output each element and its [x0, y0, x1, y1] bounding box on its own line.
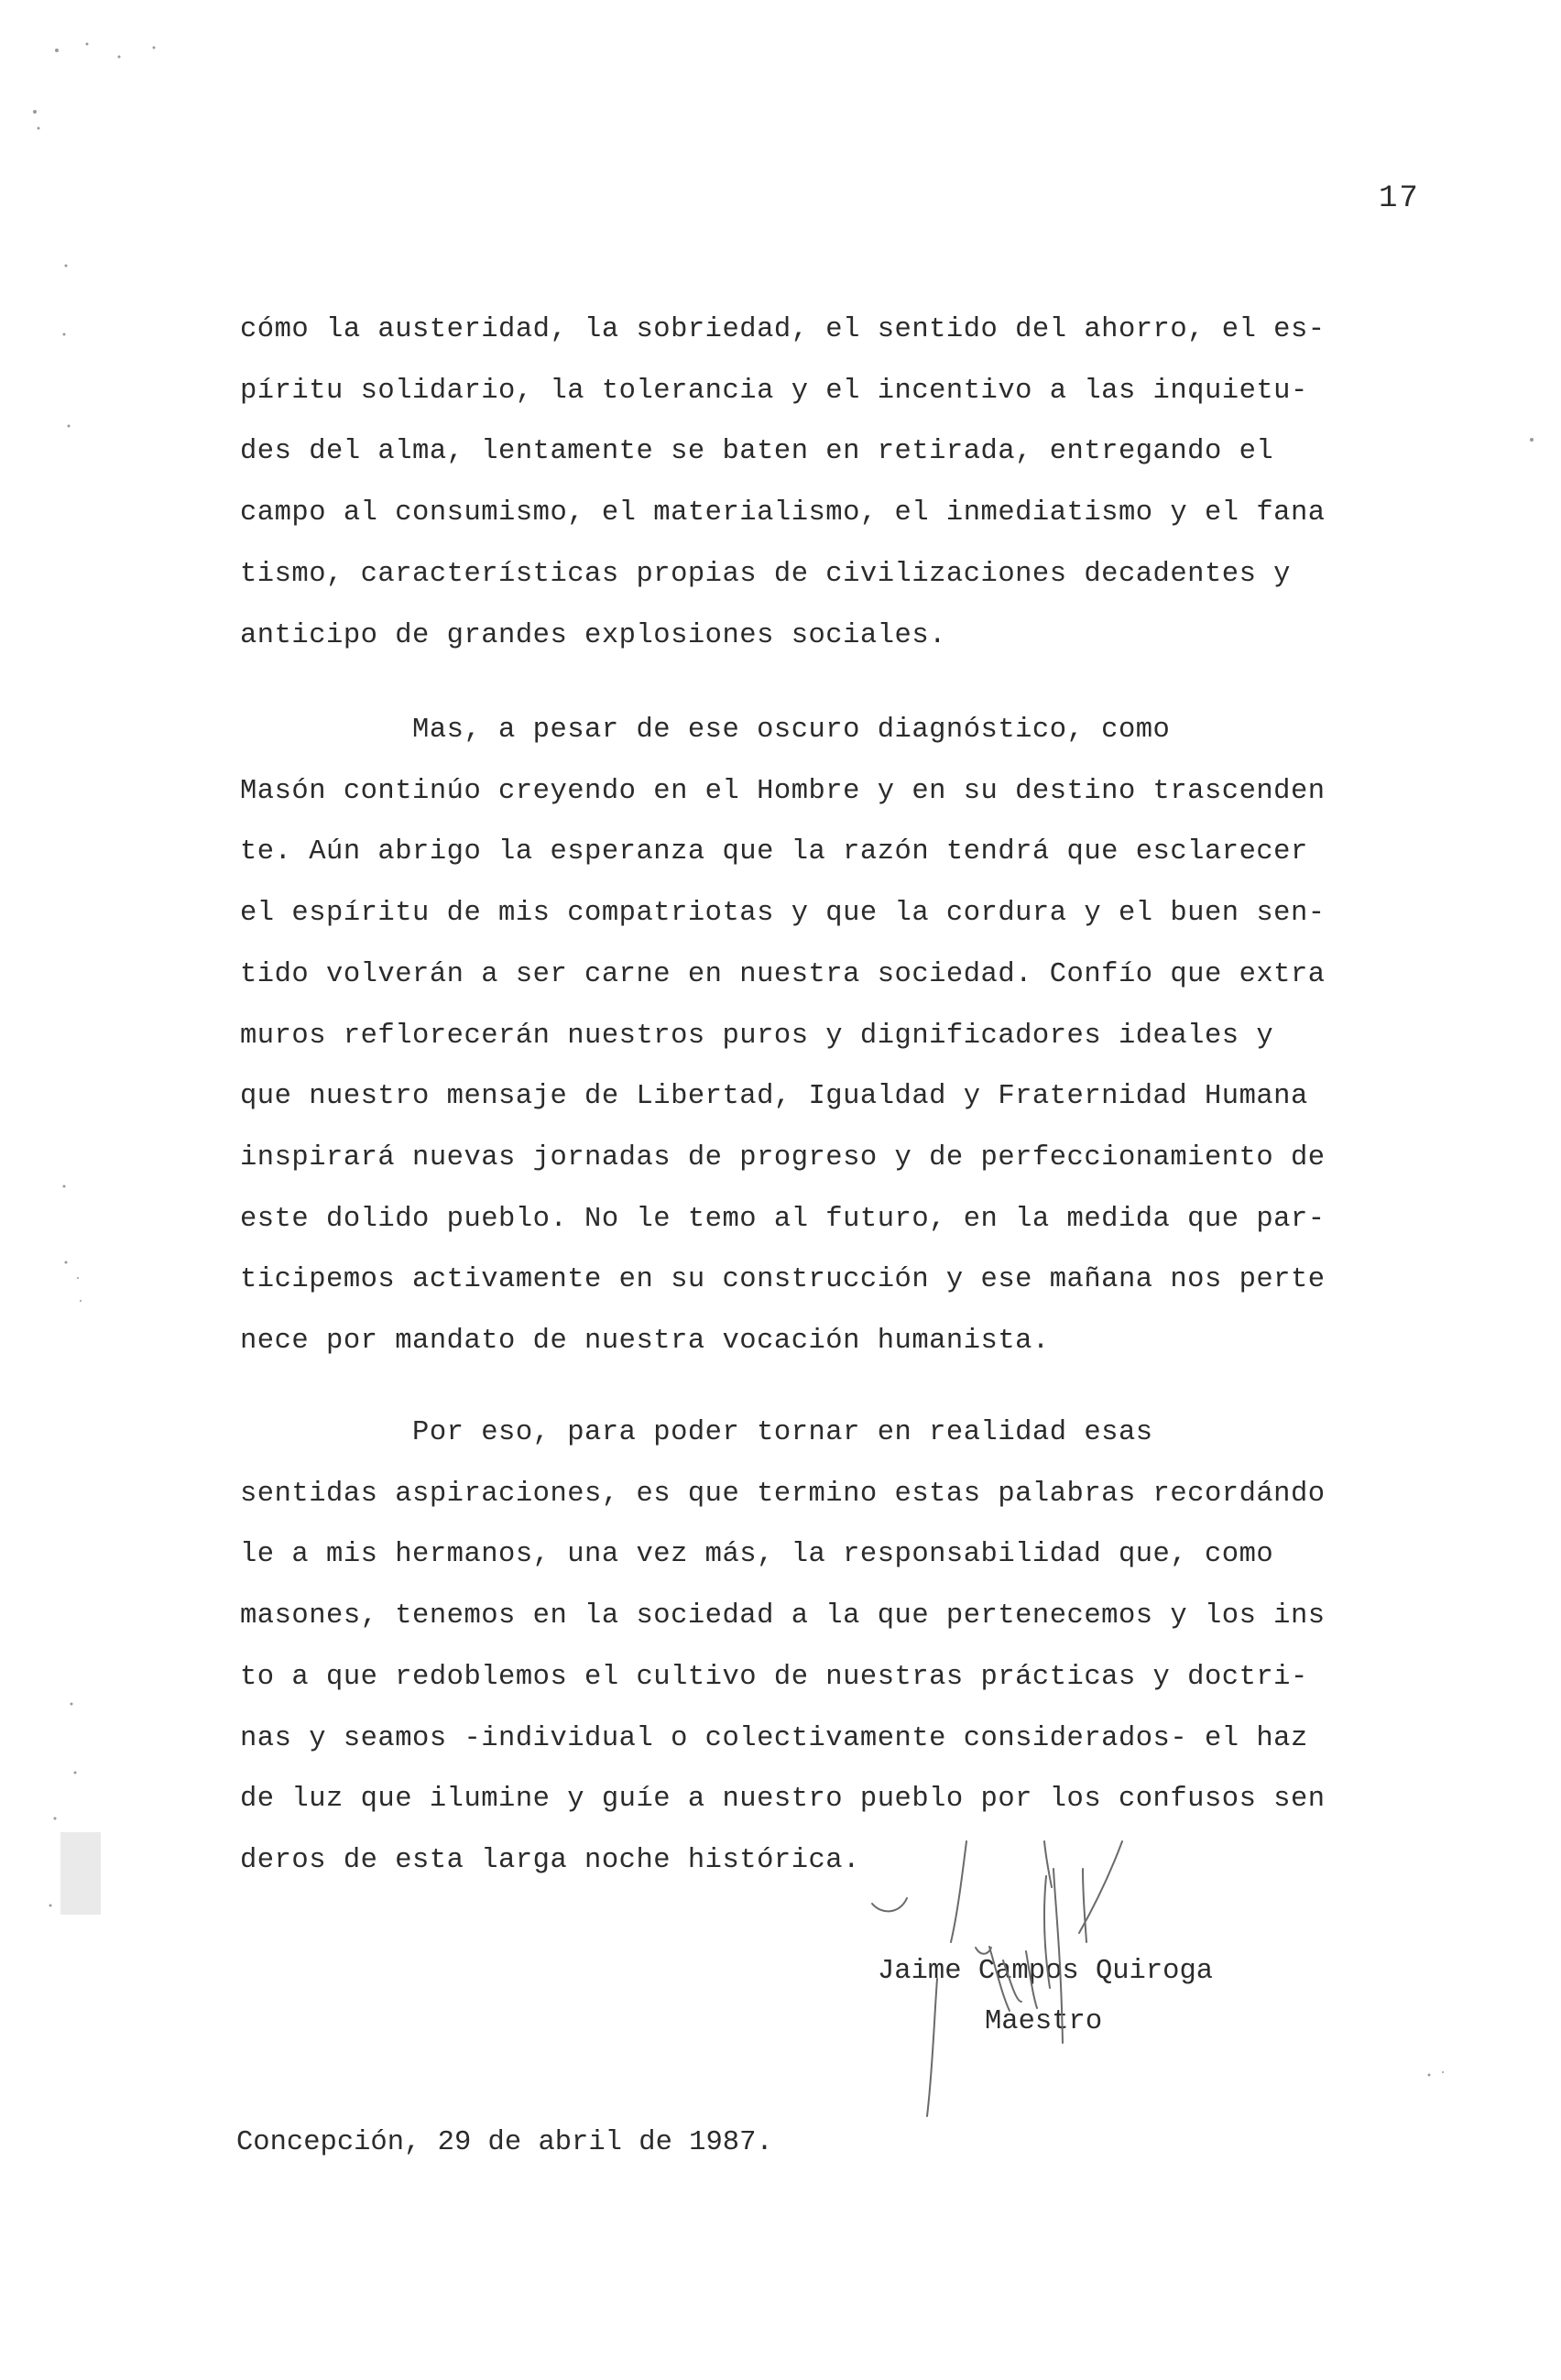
- text-line: muros reflorecerán nuestros puros y dignificadores ideales y: [240, 1020, 1274, 1052]
- text-line: anticipo de grandes explosiones sociales.: [240, 619, 946, 651]
- text-line: masones, tenemos en la sociedad a la que pertenecemos y los ins: [240, 1600, 1326, 1632]
- text-line: nece por mandato de nuestra vocación humanista.: [240, 1326, 1050, 1357]
- signature-name: Jaime Campos Quiroga: [878, 1956, 1214, 1987]
- text-line: que nuestro mensaje de Libertad, Igualdad y Fraternidad Humana: [240, 1081, 1308, 1113]
- text-line: des del alma, lentamente se baten en retirada, entregando el: [240, 436, 1274, 468]
- text-line: Masón continúo creyendo en el Hombre y en su destino trascenden: [240, 775, 1326, 807]
- signature-title: Maestro: [985, 2006, 1103, 2037]
- text-line: este dolido pueblo. No le temo al futuro, en la medida que par-: [240, 1203, 1326, 1235]
- page-number: 17: [1379, 181, 1420, 216]
- text-line: Por eso, para poder tornar en realidad esas: [240, 1417, 1153, 1448]
- handwritten-signature: [843, 1768, 1264, 2153]
- text-line: píritu solidario, la tolerancia y el incentivo a las inquietu-: [240, 375, 1308, 407]
- text-line: inspirará nuevas jornadas de progreso y de perfeccionamiento de: [240, 1141, 1326, 1174]
- date-line: Concepción, 29 de abril de 1987.: [236, 2127, 773, 2158]
- text-line: de luz que ilumine y guíe a nuestro pueblo por los confusos sen: [240, 1784, 1326, 1816]
- text-line: campo al consumismo, el materialismo, el inmediatismo y el fana: [240, 497, 1326, 529]
- text-line: te. Aún abrigo la esperanza que la razón tendrá que esclarecer: [240, 836, 1308, 868]
- text-line: el espíritu de mis compatriotas y que la cordura y el buen sen-: [240, 898, 1326, 930]
- text-line: sentidas aspiraciones, es que termino estas palabras recordándo: [240, 1478, 1326, 1510]
- text-line: to a que redoblemos el cultivo de nuestras prácticas y doctri-: [240, 1661, 1308, 1693]
- text-line: Mas, a pesar de ese oscuro diagnóstico, como: [240, 715, 1171, 746]
- text-line: deros de esta larga noche histórica.: [240, 1844, 860, 1876]
- text-line: nas y seamos -individual o colectivamente considerados- el haz: [240, 1722, 1308, 1754]
- text-line: tido volverán a ser carne en nuestra sociedad. Confío que extra: [240, 958, 1326, 990]
- text-line: cómo la austeridad, la sobriedad, el sentido del ahorro, el es-: [240, 314, 1326, 345]
- text-line: tismo, características propias de civilizaciones decadentes y: [240, 558, 1291, 590]
- text-line: ticipemos activamente en su construcción y ese mañana nos perte: [240, 1264, 1326, 1296]
- text-line: le a mis hermanos, una vez más, la responsabilidad que, como: [240, 1539, 1274, 1571]
